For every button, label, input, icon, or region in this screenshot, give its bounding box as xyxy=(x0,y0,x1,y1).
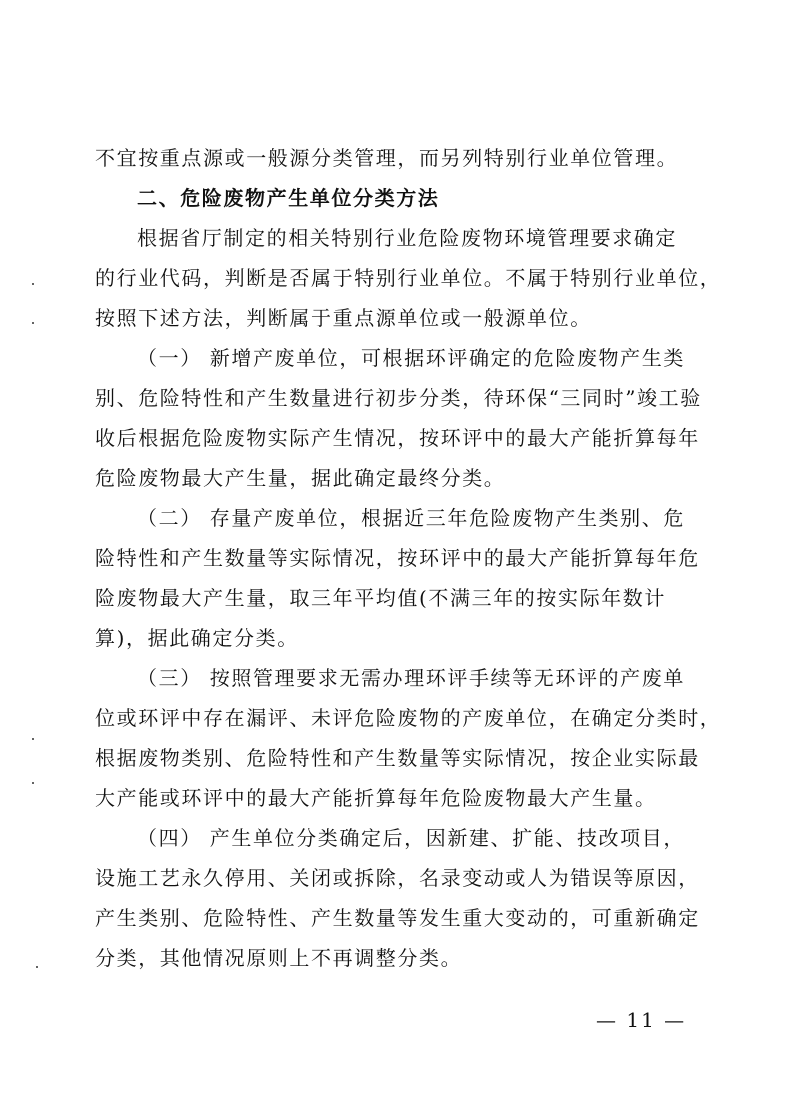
paragraph-line: 设施工艺永久停用、关闭或拆除，名录变动或人为错误等原因， xyxy=(95,866,700,890)
section-heading: 二、危险废物产生单位分类方法 xyxy=(137,186,440,210)
paragraph-line: 位或环评中存在漏评、未评危险废物的产废单位，在确定分类时， xyxy=(95,706,722,730)
margin-dot xyxy=(36,966,38,968)
paragraph-line: 算)，据此确定分类。 xyxy=(95,626,299,650)
paragraph-line: （二） 存量产废单位，根据近三年危险废物产生类别、危 xyxy=(137,506,685,530)
paragraph-line: 险废物最大产生量，取三年平均值(不满三年的按实际年数计 xyxy=(95,586,667,610)
paragraph-line: 危险废物最大产生量，据此确定最终分类。 xyxy=(95,466,506,490)
paragraph-line: 别、危险特性和产生数量进行初步分类，待环保“三同时”竣工验 xyxy=(95,386,702,410)
paragraph-line: 大产能或环评中的最大产能折算每年危险废物最大产生量。 xyxy=(95,786,657,810)
paragraph-line: 按照下述方法，判断属于重点源单位或一般源单位。 xyxy=(95,306,592,330)
paragraph-line: （一） 新增产废单位，可根据环评确定的危险废物产生类 xyxy=(137,346,685,370)
paragraph-line: 险特性和产生数量等实际情况，按环评中的最大产能折算每年危 xyxy=(95,546,700,570)
page-number: — 11 — xyxy=(596,1008,687,1032)
paragraph-line: 分类，其他情况原则上不再调整分类。 xyxy=(95,946,463,970)
paragraph-line: 不宜按重点源或一般源分类管理，而另列特别行业单位管理。 xyxy=(95,146,679,170)
paragraph-line: 收后根据危险废物实际产生情况，按环评中的最大产能折算每年 xyxy=(95,426,700,450)
margin-dot xyxy=(32,782,34,784)
margin-dot xyxy=(32,322,34,324)
paragraph-line: 根据省厅制定的相关特别行业危险废物环境管理要求确定 xyxy=(137,226,677,250)
margin-dot xyxy=(32,738,34,740)
paragraph-line: 产生类别、危险特性、产生数量等发生重大变动的，可重新确定 xyxy=(95,906,700,930)
paragraph-line: 的行业代码，判断是否属于特别行业单位。不属于特别行业单位， xyxy=(95,266,722,290)
paragraph-line: （三） 按照管理要求无需办理环评手续等无环评的产废单 xyxy=(137,666,685,690)
paragraph-line: （四） 产生单位分类确定后，因新建、扩能、技改项目， xyxy=(137,826,685,850)
paragraph-line: 根据废物类别、危险特性和产生数量等实际情况，按企业实际最 xyxy=(95,746,700,770)
margin-dot xyxy=(32,283,34,285)
